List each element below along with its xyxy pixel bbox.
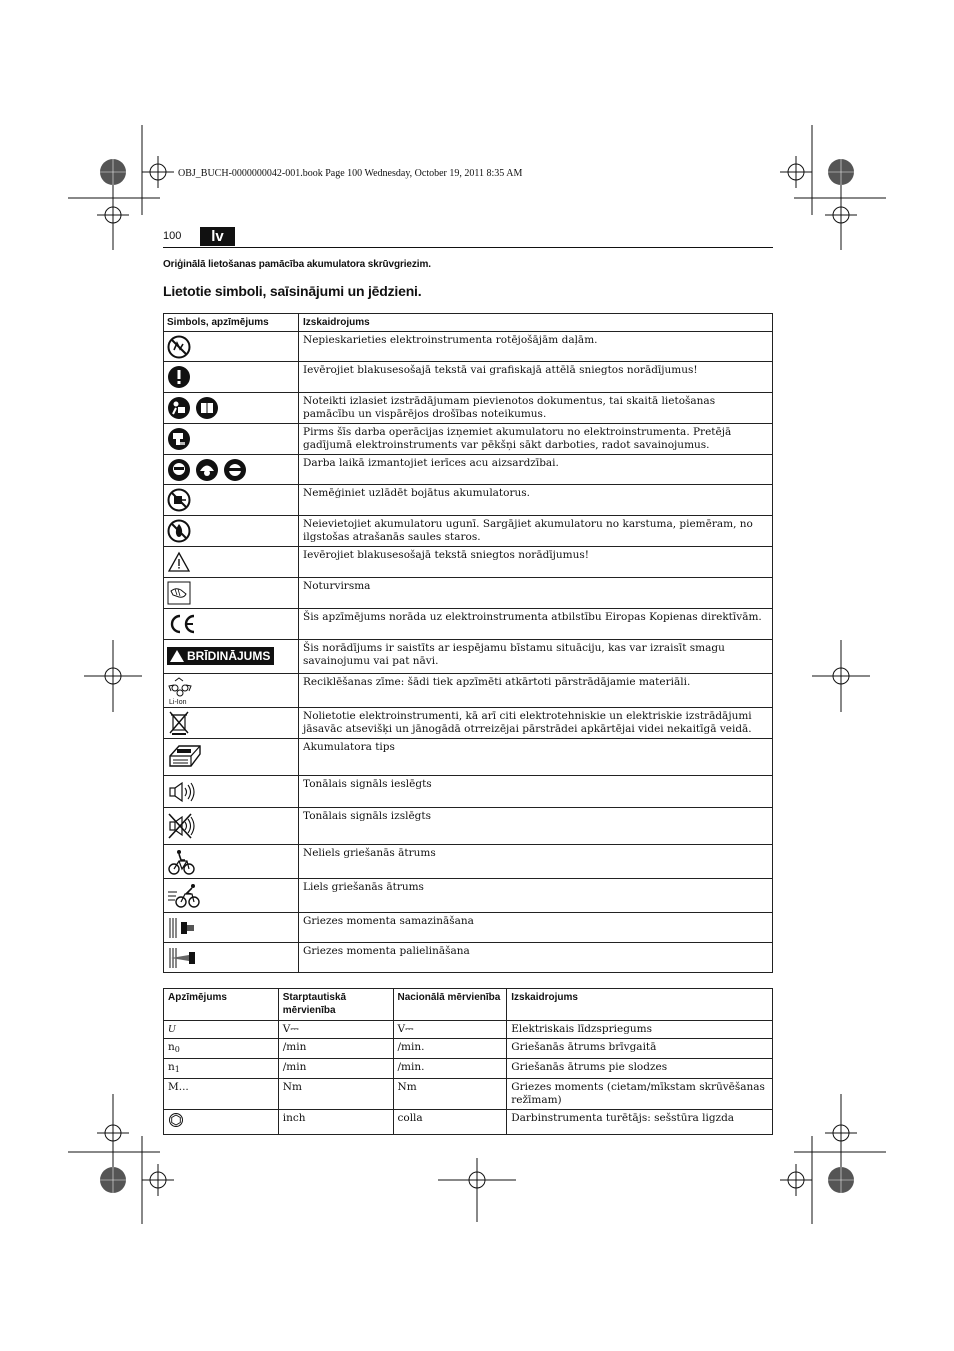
- table-row: [164, 1110, 773, 1135]
- svg-text:Li-Ion: Li-Ion: [169, 698, 187, 705]
- column-header: Apzīmējums: [164, 989, 279, 1021]
- section-title: Lietotie simboli, saīsinājumi un jēdzieni.: [163, 283, 422, 299]
- table-row: [164, 739, 773, 776]
- unit-symbol: M...: [164, 1079, 279, 1110]
- remove-battery-icon: [167, 427, 191, 451]
- column-header: Starptautiskā mērvienība: [278, 989, 393, 1021]
- row-text: Šis apzīmējums norāda uz elektroinstrumenta atbilstību Eiropas Kopienas direktīvām.: [299, 609, 773, 640]
- warning-label: BRĪDINĀJUMS: [167, 647, 274, 665]
- table-row: [164, 640, 773, 674]
- row-text: Neievietojiet akumulatoru ugunī. Sargājiet akumulatoru no karstuma, piemēram, no ilgstošas atrašanās saules staros.: [299, 516, 773, 547]
- row-text: Noturvirsma: [299, 578, 773, 609]
- unit-intl: /min: [278, 1039, 393, 1059]
- sound-off-icon: [167, 812, 197, 840]
- table-row: [164, 547, 773, 578]
- warning-triangle-icon: [170, 650, 184, 662]
- unit-explanation: Griezes moments (cietam/mīkstam skrūvēšanas režīmam): [507, 1079, 773, 1110]
- column-header: Nacionālā mērvienība: [393, 989, 507, 1021]
- unit-symbol: $n_0$: [164, 1039, 279, 1059]
- unit-national: /min.: [393, 1059, 507, 1079]
- units-table: [163, 988, 773, 1135]
- table-row: [164, 609, 773, 640]
- page-number: 100: [163, 230, 182, 242]
- protective-equipment-icon: [167, 458, 295, 482]
- row-text: Tonālais signāls ieslēgts: [299, 776, 773, 808]
- table-row: [164, 808, 773, 845]
- table-row: [164, 776, 773, 808]
- row-text: Šis norādījums ir saistīts ar iespējamu bīstamu situāciju, kas var izraisīt smagu savainojumu vai pat nāvi.: [299, 640, 773, 674]
- row-text: Darba laikā izmantojiet ierīces acu aizsardzībai.: [299, 455, 773, 485]
- no-touch-rotating-icon: [167, 335, 191, 359]
- table-row: [164, 485, 773, 516]
- table-row: [164, 393, 773, 424]
- row-text: Nemēģiniet uzlādēt bojātus akumulatorus.: [299, 485, 773, 516]
- unit-national: Nm: [393, 1079, 507, 1110]
- row-text: Reciklēšanas zīme: šādi tiek apzīmēti atkārtoti pārstrādājamie materiāli.: [299, 674, 773, 708]
- unit-national: V⎓: [393, 1021, 507, 1039]
- unit-national: /min.: [393, 1039, 507, 1059]
- crossed-bin-icon: [167, 710, 191, 736]
- table-row: [164, 1039, 773, 1059]
- low-speed-icon: [167, 848, 197, 876]
- row-text: Neliels griešanās ātrums: [299, 845, 773, 879]
- table-header-row: [164, 314, 773, 332]
- table-row: [164, 1059, 773, 1079]
- table-row: [164, 516, 773, 547]
- torque-increase-icon: [167, 946, 201, 970]
- row-text: Liels griešanās ātrums: [299, 879, 773, 913]
- table-row: [164, 879, 773, 913]
- table-row: [164, 578, 773, 609]
- column-header: Izskaidrojums: [299, 314, 773, 332]
- row-text: Griezes momenta palielināšana: [299, 943, 773, 973]
- column-header: Simbols, apzīmējums: [164, 314, 299, 332]
- book-header: OBJ_BUCH-0000000042-001.book Page 100 Wednesday, October 19, 2011 8:35 AM: [178, 168, 523, 179]
- no-charge-damaged-icon: [167, 488, 191, 512]
- ce-mark-icon: [167, 613, 197, 635]
- table-row: [164, 332, 773, 362]
- column-header: Izskaidrojums: [507, 989, 773, 1021]
- read-manual-icon: [167, 396, 295, 420]
- table-row: [164, 913, 773, 943]
- row-text: Ievērojiet blakusesošajā tekstā sniegtos norādījumus!: [299, 547, 773, 578]
- row-text: Griezes momenta samazināšana: [299, 913, 773, 943]
- table-row: [164, 943, 773, 973]
- battery-type-icon: [167, 742, 203, 772]
- unit-intl: V⎓: [278, 1021, 393, 1039]
- page-header: [163, 227, 773, 248]
- unit-intl: /min: [278, 1059, 393, 1079]
- hexagon-socket-icon: [168, 1112, 184, 1128]
- unit-symbol: U: [164, 1021, 279, 1039]
- row-text: Ievērojiet blakusesošajā tekstā vai grafiskajā attēlā sniegtos norādījumus!: [299, 362, 773, 393]
- unit-explanation: Darbinstrumenta turētājs: sešstūra ligzda: [507, 1110, 773, 1135]
- grip-surface-icon: [167, 581, 191, 605]
- unit-symbol: [164, 1110, 279, 1135]
- high-speed-icon: [167, 883, 201, 909]
- table-row: [164, 1079, 773, 1110]
- table-row: [164, 1021, 773, 1039]
- unit-explanation: Elektriskais līdzspriegums: [507, 1021, 773, 1039]
- table-header-row: [164, 989, 773, 1021]
- table-row: [164, 708, 773, 739]
- table-row: [164, 362, 773, 393]
- language-tab: lv: [200, 227, 235, 246]
- recycling-li-ion-icon: [167, 677, 193, 705]
- table-row: [164, 424, 773, 455]
- unit-explanation: Griešanās ātrums pie slodzes: [507, 1059, 773, 1079]
- table-row: [164, 674, 773, 708]
- torque-decrease-icon: [167, 916, 197, 940]
- table-row: [164, 455, 773, 485]
- row-text: Akumulatora tips: [299, 739, 773, 776]
- row-text: Nepieskarieties elektroinstrumenta rotējošājām daļām.: [299, 332, 773, 362]
- no-fire-icon: [167, 519, 191, 543]
- unit-intl: inch: [278, 1110, 393, 1135]
- sound-on-icon: [167, 780, 197, 804]
- document-subtitle: Oriģinālā lietošanas pamācība akumulatora skrūvgriezim.: [163, 259, 431, 270]
- row-text: Tonālais signāls izslēgts: [299, 808, 773, 845]
- unit-national: colla: [393, 1110, 507, 1135]
- unit-explanation: Griešanās ātrums brīvgaitā: [507, 1039, 773, 1059]
- row-text: Noteikti izlasiet izstrādājumam pievienotos dokumentus, tai skaitā lietošanas pamācību un vispārējos drošības noteikumus.: [299, 393, 773, 424]
- exclamation-icon: [167, 365, 191, 389]
- row-text: Nolietotie elektroinstrumenti, kā arī citi elektrotehniskie un elektriskie izstrādājumi jāsavāc atsevišķi un jānogādā otrreizējai pārstrādei apkārtējai videi nekaitīgā veidā.: [299, 708, 773, 739]
- row-text: Pirms šīs darba operācijas izņemiet akumulatoru no elektroinstrumenta. Pretējā gadījumā elektroinstruments var pēkšņi sākt darboties, radot savainojumus.: [299, 424, 773, 455]
- unit-intl: Nm: [278, 1079, 393, 1110]
- symbols-table: [163, 313, 773, 973]
- warning-triangle-icon: [167, 551, 191, 573]
- table-row: [164, 845, 773, 879]
- unit-symbol: $n_1$: [164, 1059, 279, 1079]
